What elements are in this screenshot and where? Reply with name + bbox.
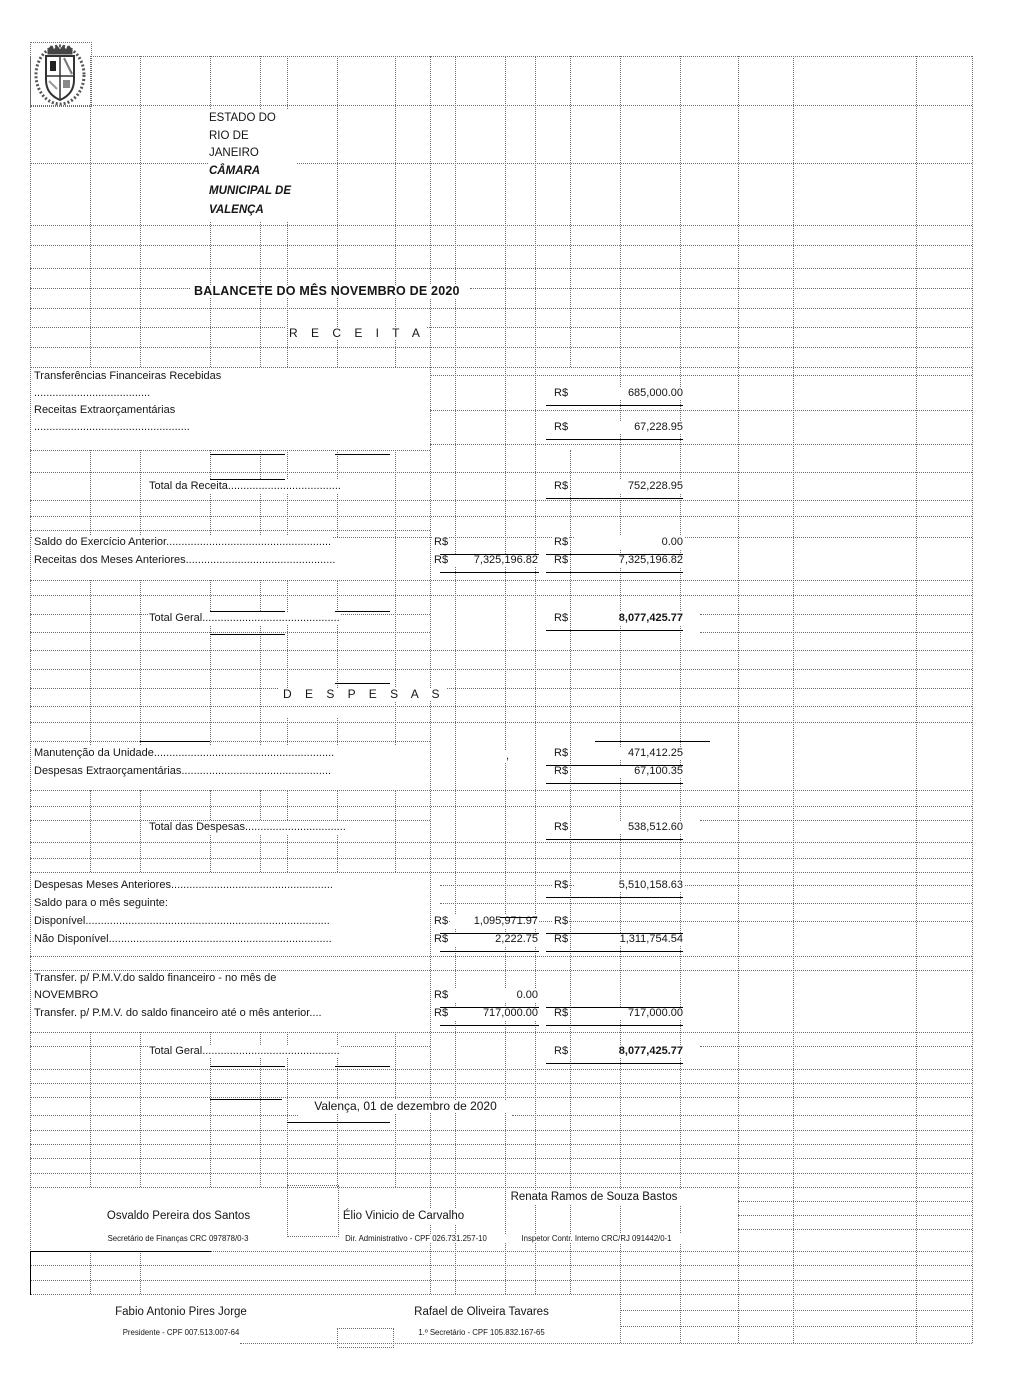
amount-underline <box>546 933 683 934</box>
org-name: CÂMARA MUNICIPAL DE VALENÇA <box>208 162 296 221</box>
currency-symbol: R$ <box>434 989 449 1001</box>
amount-underline <box>546 1025 683 1026</box>
carryover-row-label: Receitas dos Meses Anteriores................................................. <box>34 554 336 566</box>
state-name: ESTADO DO RIO DE JANEIRO <box>208 110 288 163</box>
amount: 5,510,158.63 <box>575 879 684 892</box>
signature-role: Secretário de Finanças CRC 097878/0-3 <box>57 1234 299 1243</box>
amount-underline <box>546 897 683 898</box>
signature-role: 1.º Secretário - CPF 105.832.167-65 <box>393 1328 570 1337</box>
amount-underline <box>440 951 539 952</box>
amount: 717,000.00 <box>575 1007 684 1020</box>
signature-name: Fabio Antonio Pires Jorge <box>95 1305 267 1320</box>
currency-symbol: R$ <box>554 821 569 833</box>
amount: 67,100.35 <box>575 765 684 778</box>
amount-underline <box>546 839 683 840</box>
section-heading-receita: R E C E I T A <box>289 326 425 340</box>
revenue-row-label: Receitas Extraorçamentárias <box>34 404 176 416</box>
currency-symbol: R$ <box>554 480 569 492</box>
amount: 7,325,196.82 <box>575 554 684 567</box>
carryover-row-label: Saldo do Exercício Anterior...................................................... <box>34 536 332 548</box>
currency-symbol: R$ <box>554 1045 569 1057</box>
currency-symbol: R$ <box>434 554 449 566</box>
empty-cell-box <box>287 1185 339 1237</box>
currency-symbol: R$ <box>554 612 569 624</box>
amount-underline <box>546 405 683 406</box>
currency-symbol: R$ <box>554 765 569 777</box>
amount-underline <box>546 765 683 766</box>
currency-symbol: R$ <box>554 536 569 548</box>
detail-row-label: Saldo para o mês seguinte: <box>34 897 168 909</box>
total-geral-label: Total Geral............................................. <box>149 1045 340 1057</box>
currency-symbol: R$ <box>554 915 569 927</box>
total-receita-amount: 752,228.95 <box>575 480 684 493</box>
amount-underline <box>440 572 539 573</box>
amount-underline <box>546 951 683 952</box>
empty-cell-box <box>30 1251 211 1295</box>
currency-symbol: R$ <box>434 933 449 945</box>
detail-row-label: Despesas Meses Anteriores..................................................... <box>34 879 333 891</box>
transfer-row-label: Transfer. p/ P.M.V. do saldo financeiro até o mês anterior.... <box>34 1007 322 1019</box>
expense-row-label: Despesas Extraorçamentárias................................................. <box>34 765 332 777</box>
signature-role: Presidente - CPF 007.513.007-64 <box>95 1328 267 1337</box>
total-geral-label: Total Geral............................................. <box>149 612 340 624</box>
amount-underline <box>546 498 683 499</box>
currency-symbol: R$ <box>554 554 569 566</box>
dotted-leader: ................................................... <box>34 421 190 433</box>
detail-row-label: Disponível................................................................................ <box>34 915 330 927</box>
currency-symbol: R$ <box>554 1007 569 1019</box>
amount-underline <box>440 933 539 934</box>
signature-name: Osvaldo Pereira dos Santos <box>85 1209 272 1224</box>
amount-underline <box>546 630 683 631</box>
amount-underline <box>440 554 539 555</box>
amount: 67,228.95 <box>575 421 684 434</box>
transfer-row-label: Transfer. p/ P.M.V.do saldo financeiro - no mês de <box>34 972 277 984</box>
stray-comma: , <box>506 750 510 762</box>
dateline: Valença, 01 de dezembro de 2020 <box>302 1100 509 1113</box>
signature-name: Élio Vinicio de Carvalho <box>320 1209 487 1224</box>
page-title: BALANCETE DO MÊS NOVEMBRO DE 2020 <box>194 284 460 298</box>
amount-underline <box>440 1025 539 1026</box>
expense-row-label: Manutenção da Unidade........................................................... <box>34 747 335 759</box>
currency-symbol: R$ <box>554 879 569 891</box>
amount: 0.00 <box>450 989 539 1002</box>
detail-row-label: Não Disponível......................................................................... <box>34 933 332 945</box>
total-receita-label: Total da Receita..................................... <box>149 480 341 492</box>
revenue-row-label: Transferências Financeiras Recebidas <box>34 370 222 382</box>
currency-symbol: R$ <box>554 421 569 433</box>
amount-underline <box>440 1007 539 1008</box>
amount: 685,000.00 <box>575 387 684 400</box>
signature-role: Inspetor Contr. Interno CRC/RJ 091442/0-1 <box>498 1234 695 1243</box>
logo-cell-box <box>30 42 92 107</box>
total-geral-amount: 8,077,425.77 <box>575 612 684 625</box>
currency-symbol: R$ <box>434 1007 449 1019</box>
currency-symbol: R$ <box>434 915 449 927</box>
amount: 7,325,196.82 <box>450 554 539 567</box>
signature-role: Dir. Administrativo - CPF 026.731.257-10 <box>325 1234 507 1243</box>
signature-name: Rafael de Oliveira Tavares <box>393 1305 570 1320</box>
currency-symbol: R$ <box>434 536 449 548</box>
amount-underline <box>546 554 683 555</box>
amount: 0.00 <box>575 536 684 549</box>
section-heading-despesas: D E S P E S A S <box>283 687 445 701</box>
total-geral-amount: 8,077,425.77 <box>575 1045 684 1058</box>
currency-symbol: R$ <box>554 747 569 759</box>
amount-underline <box>546 783 683 784</box>
dotted-leader: ...................................... <box>34 387 151 399</box>
total-despesas-amount: 538,512.60 <box>575 821 684 834</box>
transfer-row-label2: NOVEMBRO <box>34 989 99 1001</box>
signature-name: Renata Ramos de Souza Bastos <box>507 1190 681 1205</box>
amount: 1,311,754.54 <box>575 933 684 946</box>
amount: 2,222.75 <box>450 933 539 946</box>
amount: 1,095,971.97 <box>450 915 539 928</box>
amount: 717,000.00 <box>450 1007 539 1020</box>
amount: 471,412.25 <box>575 747 684 760</box>
total-despesas-label: Total das Despesas................................. <box>149 821 346 833</box>
amount-underline <box>546 1063 683 1064</box>
amount-underline <box>546 1007 683 1008</box>
amount-underline <box>546 572 683 573</box>
currency-symbol: R$ <box>554 933 569 945</box>
empty-cell-box <box>337 1328 394 1348</box>
currency-symbol: R$ <box>554 387 569 399</box>
amount-underline <box>546 439 683 440</box>
